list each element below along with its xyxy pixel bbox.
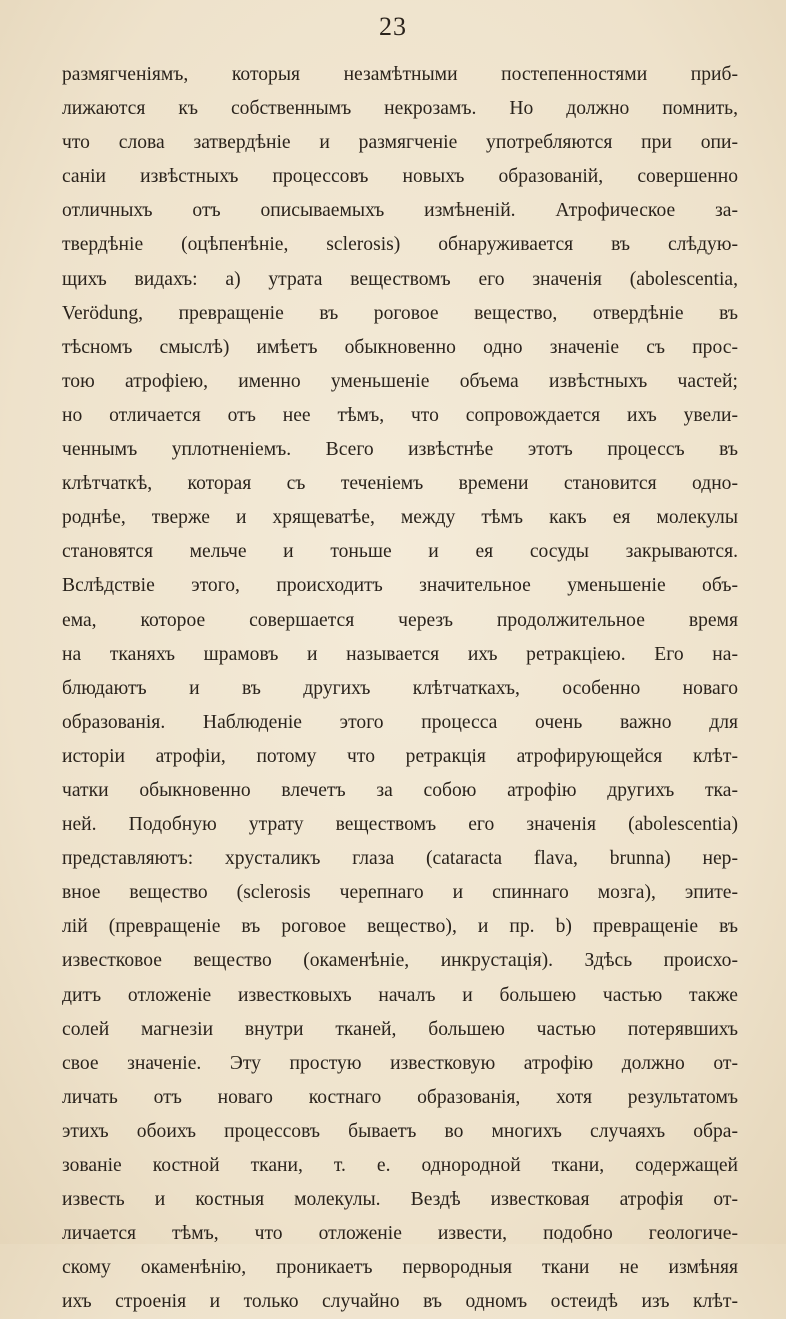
- text-line: на тканяхъ шрамовъ и называется ихъ ретракціею. Его на-: [62, 643, 738, 665]
- text-line: известковое вещество (окаменѣніе, инкрустація). Здѣсь происхо-: [62, 950, 738, 972]
- text-line: исторіи атрофіи, потому что ретракція атрофирующейся клѣт-: [62, 745, 738, 767]
- text-line: свое значеніе. Эту простую известковую атрофію должно от-: [62, 1052, 738, 1074]
- text-line: ченнымъ уплотненіемъ. Всего извѣстнѣе этотъ процессъ въ: [62, 439, 738, 461]
- body-text: [62, 58, 738, 1319]
- text-line: этихъ обоихъ процессовъ бываетъ во многихъ случаяхъ обра-: [62, 1120, 738, 1142]
- text-line: Verödung, превращеніе въ роговое вещество, отвердѣніе въ: [62, 302, 738, 324]
- text-line: скому окаменѣнію, проникаетъ первородныя ткани не измѣняя: [62, 1257, 738, 1279]
- text-line: лижаются къ собственнымъ некрозамъ. Но должно помнить,: [62, 98, 738, 120]
- text-line: щихъ видахъ: a) утрата веществомъ его значенія (abolescentia,: [62, 268, 738, 290]
- text-line: размягченіямъ, которыя незамѣтными постепенностями приб-: [62, 64, 738, 85]
- text-line: тою атрофіею, именно уменьшеніе объема извѣстныхъ частей;: [62, 370, 738, 392]
- text-line: зованіе костной ткани, т. е. однородной ткани, содержащей: [62, 1155, 738, 1176]
- text-line: ема, которое совершается черезъ продолжительное время: [62, 609, 738, 631]
- text-line: роднѣе, тверже и хрящеватѣе, между тѣмъ какъ ея молекулы: [62, 507, 738, 529]
- text-line: ихъ строенія и только случайно въ одномъ остеидѣ изъ клѣт-: [62, 1291, 738, 1313]
- text-line: солей магнезіи внутри тканей, большею частью потерявшихъ: [62, 1018, 738, 1040]
- text-line: представляютъ: хрусталикъ глаза (cataracta flava, brunna) нер-: [62, 848, 738, 870]
- text-line: личается тѣмъ, что отложеніе извести, подобно геологиче-: [62, 1223, 738, 1245]
- text-line: тѣсномъ смыслѣ) имѣетъ обыкновенно одно значеніе съ прос-: [62, 336, 738, 358]
- text-line: клѣтчаткѣ, которая съ теченіемъ времени становится одно-: [62, 473, 738, 495]
- text-line: блюдаютъ и въ другихъ клѣтчаткахъ, особенно новаго: [62, 677, 738, 699]
- text-line: вное вещество (sclerosis черепнаго и спиннаго мозга), эпите-: [62, 882, 738, 904]
- text-line: становятся мельче и тоньше и ея сосуды закрываются.: [62, 541, 738, 563]
- page-number: 23: [379, 12, 407, 41]
- text-line: чатки обыкновенно влечетъ за собою атрофію другихъ тка-: [62, 779, 738, 801]
- text-line: твердѣніе (оцѣпенѣніе, sclerosis) обнаруживается въ слѣдую-: [62, 234, 738, 256]
- text-line: саніи извѣстныхъ процессовъ новыхъ образованій, совершенно: [62, 166, 738, 188]
- text-line: личать отъ новаго костнаго образованія, хотя результатомъ: [62, 1086, 738, 1108]
- text-line: лій (превращеніе въ роговое вещество), и пр. b) превращеніе въ: [62, 916, 738, 938]
- text-line: ней. Подобную утрату веществомъ его значенія (abolescentia): [62, 814, 738, 836]
- text-line: образованія. Наблюденіе этого процесса очень важно для: [62, 711, 738, 733]
- text-line: дитъ отложеніе известковыхъ началъ и большею частью также: [62, 984, 738, 1006]
- text-line: что слова затвердѣніе и размягченіе употребляются при опи-: [62, 132, 738, 154]
- text-line: Вслѣдствіе этого, происходитъ значительное уменьшеніе объ-: [62, 575, 738, 597]
- text-line: известь и костныя молекулы. Вездѣ известковая атрофія от-: [62, 1189, 738, 1211]
- text-line: но отличается отъ нее тѣмъ, что сопровождается ихъ увели-: [62, 404, 738, 426]
- text-line: отличныхъ отъ описываемыхъ измѣненій. Атрофическое за-: [62, 200, 738, 222]
